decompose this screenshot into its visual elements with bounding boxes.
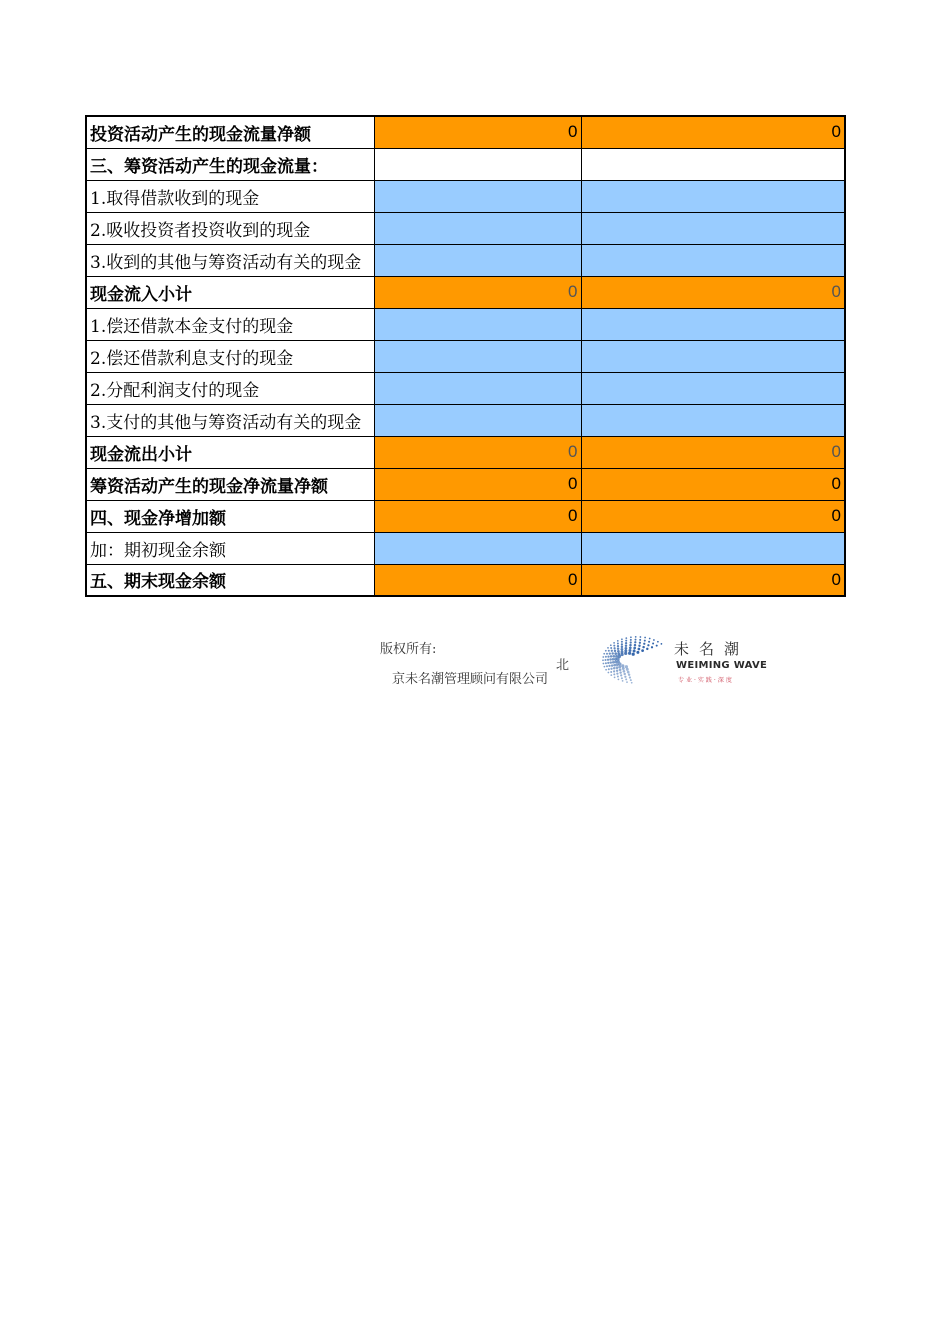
logo-slogan: 专业·实践·深度	[678, 677, 734, 684]
logo-dot	[610, 674, 612, 676]
logo-dot	[605, 669, 607, 671]
logo-dot	[625, 637, 627, 639]
table-row	[86, 564, 845, 596]
logo-dot	[621, 677, 623, 679]
logo-dot	[603, 663, 605, 665]
logo-dot	[610, 671, 612, 673]
logo-dot	[626, 668, 629, 671]
table-row	[86, 212, 845, 244]
logo-dot	[638, 648, 641, 651]
table-row	[86, 500, 845, 532]
table-row	[86, 116, 845, 148]
logo-dot	[625, 640, 627, 642]
value-cell-prior[interactable]	[581, 372, 845, 404]
logo-dot	[609, 658, 611, 660]
logo-dot	[606, 665, 608, 667]
table-row	[86, 340, 845, 372]
logo-dot	[629, 644, 631, 646]
logo-dot	[623, 670, 626, 673]
logo-dot	[609, 652, 611, 654]
logo-dot	[627, 671, 630, 674]
value-cell-current[interactable]	[374, 212, 581, 244]
row-label: 投资活动产生的现金流量净额	[86, 116, 374, 148]
logo-dot	[602, 656, 604, 658]
logo-dot	[607, 659, 609, 661]
logo-dot	[611, 652, 613, 654]
logo-dot	[615, 655, 618, 658]
value-cell-prior[interactable]	[581, 180, 845, 212]
row-label: 1.取得借款收到的现金	[86, 180, 374, 212]
value-cell-prior[interactable]	[581, 308, 845, 340]
logo-dot	[621, 664, 624, 667]
table-row	[86, 308, 845, 340]
value-cell-prior[interactable]	[581, 340, 845, 372]
logo-dot	[657, 641, 659, 643]
logo-dot	[624, 649, 627, 652]
logo-dot	[644, 640, 646, 642]
logo-dot	[617, 650, 620, 653]
logo-dot	[629, 649, 632, 652]
logo-dot	[622, 680, 624, 682]
logo-dot	[622, 667, 625, 670]
table-row	[86, 436, 845, 468]
logo-dot	[604, 666, 606, 668]
value-cell-prior: 0	[581, 276, 845, 308]
logo-dot	[630, 641, 632, 643]
table-row	[86, 276, 845, 308]
logo-dot	[643, 643, 645, 645]
logo-dot	[625, 647, 628, 650]
logo-dot	[623, 673, 625, 675]
logo-dot	[621, 643, 623, 645]
logo-dot	[656, 645, 658, 647]
logo-dot	[625, 665, 628, 668]
row-label: 加：期初现金余额	[86, 532, 374, 564]
value-cell-prior[interactable]	[581, 532, 845, 564]
logo-dot	[639, 639, 641, 641]
value-cell-prior[interactable]	[581, 212, 845, 244]
logo-dot	[605, 656, 607, 658]
value-cell-current: 0	[374, 468, 581, 500]
logo-dot	[614, 652, 617, 655]
logo-dot	[608, 672, 610, 674]
logo-dot	[612, 658, 615, 661]
value-cell-current[interactable]	[374, 404, 581, 436]
logo-dot	[611, 650, 613, 652]
logo-dot	[631, 682, 633, 684]
logo-dot	[633, 650, 636, 653]
logo-dot	[613, 670, 615, 672]
logo-dot	[629, 646, 632, 649]
logo-dot	[610, 655, 612, 657]
row-label: 现金流入小计	[86, 276, 374, 308]
copyright-label: 版权所有:	[380, 642, 437, 657]
logo-name-cn: 未名潮	[674, 640, 750, 658]
logo-dot	[610, 661, 612, 663]
logo-dot	[612, 655, 615, 658]
logo-dot	[613, 645, 615, 647]
logo-dot	[619, 671, 621, 673]
table-row	[86, 468, 845, 500]
logo-dot	[613, 664, 616, 667]
table-row	[86, 180, 845, 212]
value-cell-prior[interactable]	[581, 244, 845, 276]
logo-dot	[608, 665, 610, 667]
logo-dot	[649, 638, 651, 640]
logo-dot	[628, 674, 630, 676]
logo-dot	[636, 651, 639, 654]
logo-dot	[613, 673, 615, 675]
logo-dot	[607, 655, 609, 657]
logo-dot	[628, 652, 631, 655]
table-row	[86, 372, 845, 404]
row-label: 三、筹资活动产生的现金流量：	[86, 148, 374, 180]
logo-dot	[617, 652, 620, 655]
logo-dot	[621, 651, 624, 654]
logo-dot	[633, 647, 636, 650]
logo-dot	[624, 676, 626, 678]
logo-dot	[640, 636, 642, 638]
logo-dot	[618, 665, 621, 668]
logo-dot	[613, 642, 615, 644]
logo-dot	[610, 644, 612, 646]
logo-dot	[621, 648, 624, 651]
logo-dot	[605, 662, 607, 664]
logo-dot	[648, 641, 650, 643]
logo-dot	[625, 678, 627, 680]
cash-flow-table	[85, 115, 846, 597]
value-cell-prior: 0	[581, 564, 845, 596]
logo-dot	[614, 677, 616, 679]
logo-dot	[608, 650, 610, 652]
logo-dot	[616, 666, 619, 669]
value-cell-current[interactable]	[374, 180, 581, 212]
logo-dot	[632, 653, 635, 656]
logo-dot	[617, 647, 619, 649]
logo-dot	[621, 638, 623, 640]
logo-dot	[616, 669, 618, 671]
value-cell-prior[interactable]	[581, 404, 845, 436]
row-label: 3.支付的其他与筹资活动有关的现金	[86, 404, 374, 436]
logo-dot	[620, 674, 622, 676]
logo-dot	[625, 644, 627, 646]
logo-dot	[611, 664, 613, 666]
value-cell-current: 0	[374, 500, 581, 532]
logo-dot	[610, 647, 612, 649]
row-label: 五、期末现金余额	[86, 564, 374, 596]
logo-dot	[621, 646, 623, 648]
logo-dot	[618, 679, 620, 681]
logo-dot	[635, 636, 637, 638]
table-row	[86, 148, 845, 180]
logo-dot	[629, 676, 631, 678]
value-cell-current: 0	[374, 436, 581, 468]
logo-dot	[619, 668, 622, 671]
logo-dot	[614, 658, 617, 661]
logo-dot	[614, 650, 616, 652]
value-cell-current: 0	[374, 116, 581, 148]
logo-dot	[642, 646, 644, 648]
logo-dot	[616, 663, 619, 666]
logo-dot	[630, 679, 632, 681]
logo-dot	[661, 643, 663, 645]
logo-dot	[616, 672, 618, 674]
logo-dot	[647, 644, 649, 646]
value-cell-current	[374, 148, 581, 180]
logo-dot	[613, 647, 615, 649]
logo-dot	[605, 650, 607, 652]
logo-dot	[635, 639, 637, 641]
table-row	[86, 404, 845, 436]
row-label: 2.偿还借款利息支付的现金	[86, 340, 374, 372]
logo-dot	[634, 644, 636, 646]
value-cell-current[interactable]	[374, 244, 581, 276]
logo-dot	[617, 645, 619, 647]
logo-dot	[641, 649, 644, 652]
value-cell-prior: 0	[581, 116, 845, 148]
logo-dot	[625, 642, 627, 644]
value-cell-current[interactable]	[374, 340, 581, 372]
value-cell-prior: 0	[581, 436, 845, 468]
logo-dot	[638, 645, 640, 647]
logo-name-en: WEIMING WAVE	[676, 660, 768, 671]
logo-dot	[607, 647, 609, 649]
logo-dot	[602, 659, 604, 661]
logo-dot	[624, 652, 627, 655]
value-cell-current: 0	[374, 276, 581, 308]
logo-dot	[651, 646, 653, 648]
row-label: 四、现金净增加额	[86, 500, 374, 532]
logo-dot	[617, 643, 619, 645]
logo-dot	[621, 641, 623, 643]
logo-dot	[617, 640, 619, 642]
row-label: 2.吸收投资者投资收到的现金	[86, 212, 374, 244]
copyright-city: 北	[556, 658, 570, 673]
value-cell-current[interactable]	[374, 308, 581, 340]
row-label: 3.收到的其他与筹资活动有关的现金	[86, 244, 374, 276]
logo-dot	[608, 668, 610, 670]
logo-dot	[653, 639, 655, 641]
logo-dot	[614, 660, 617, 663]
logo-dot	[634, 641, 636, 643]
value-cell-current: 0	[374, 564, 581, 596]
logo-dot	[639, 642, 641, 644]
value-cell-prior	[581, 148, 845, 180]
logo-dot	[630, 639, 632, 641]
row-label: 筹资活动产生的现金净流量净额	[86, 468, 374, 500]
table-row	[86, 244, 845, 276]
logo-dot	[644, 637, 646, 639]
copyright-company: 京未名潮管理顾问有限公司	[392, 672, 549, 687]
logo-dot	[612, 661, 615, 664]
table-row	[86, 532, 845, 564]
logo-dot	[617, 676, 619, 678]
logo-dot	[630, 636, 632, 638]
logo-dot	[613, 667, 615, 669]
row-label: 2.分配利润支付的现金	[86, 372, 374, 404]
value-cell-current[interactable]	[374, 532, 581, 564]
value-cell-current[interactable]	[374, 372, 581, 404]
value-cell-prior: 0	[581, 468, 845, 500]
logo-dot	[605, 659, 607, 661]
logo-dot	[646, 648, 648, 650]
logo-dot	[652, 643, 654, 645]
logo-dot	[603, 653, 605, 655]
logo-dot	[610, 668, 612, 670]
logo-dot	[607, 662, 609, 664]
logo-dot	[626, 681, 628, 683]
logo-dot	[606, 653, 608, 655]
value-cell-prior: 0	[581, 500, 845, 532]
row-label: 现金流出小计	[86, 436, 374, 468]
row-label: 1.偿还借款本金支付的现金	[86, 308, 374, 340]
